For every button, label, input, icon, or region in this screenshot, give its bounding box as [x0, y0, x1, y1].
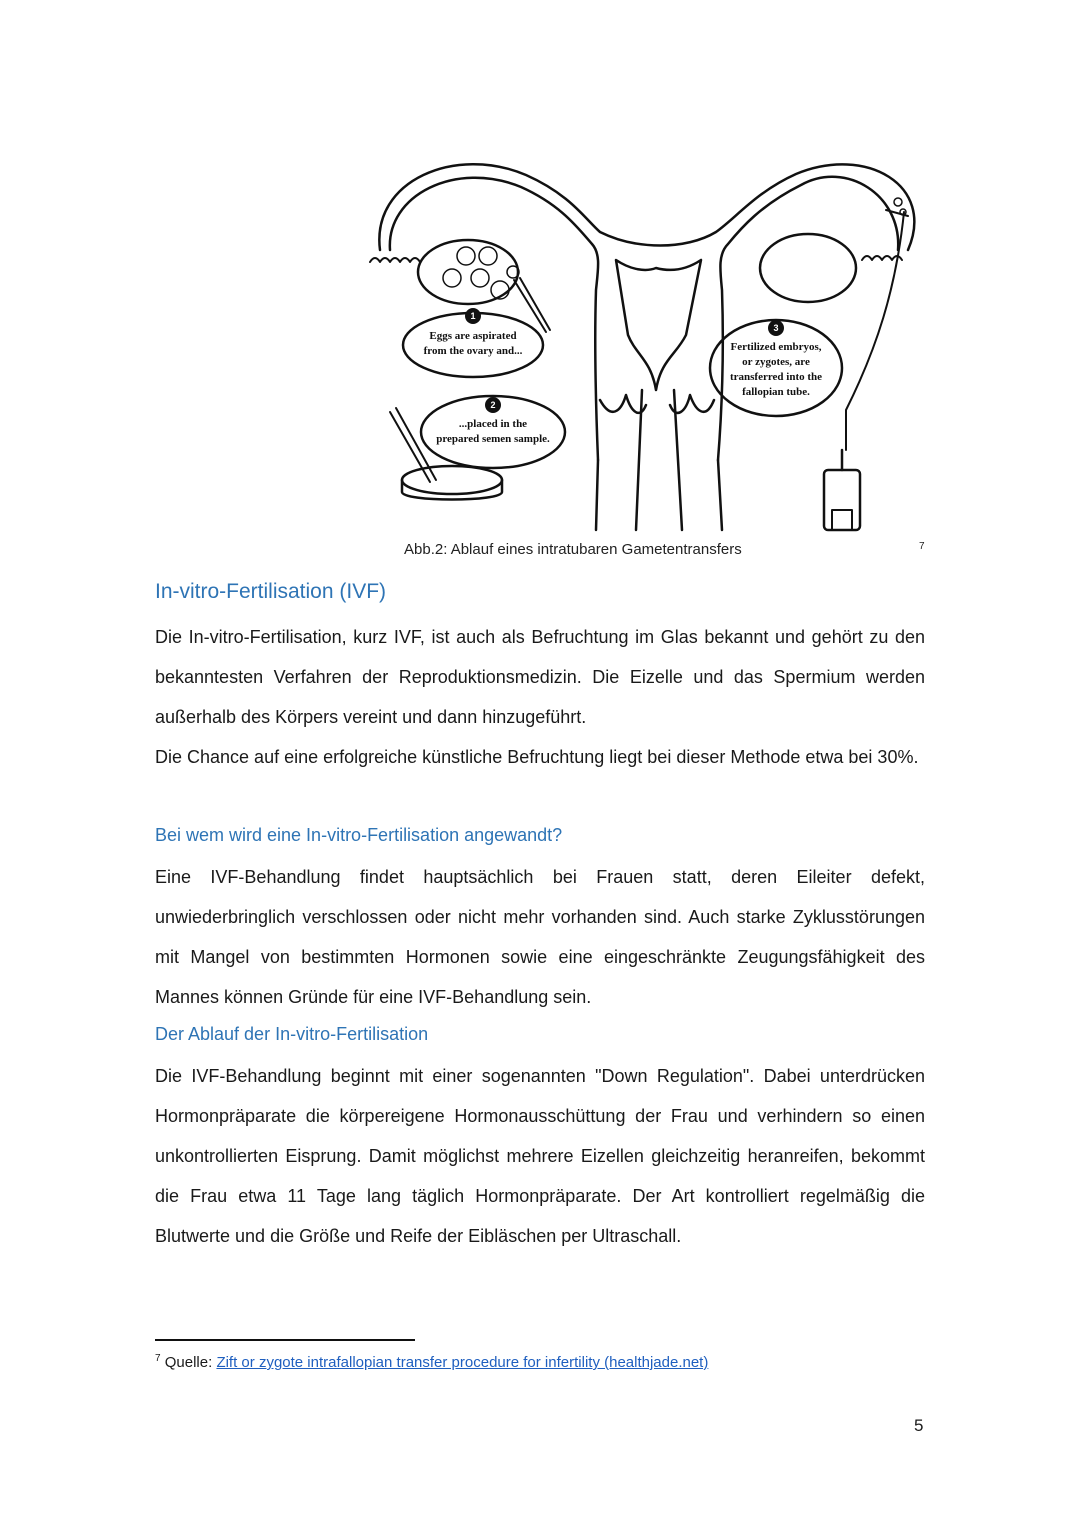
step3-label-line4: fallopian tube.: [742, 386, 810, 398]
ovary-right: [760, 234, 856, 302]
step3-label-line2: or zygotes, are: [742, 356, 810, 368]
subheading-who: Bei wem wird eine In-vitro-Fertilisation angewandt?: [155, 825, 563, 845]
step1-label-line1: Eggs are aspirated: [429, 330, 517, 342]
svg-text:1: 1: [470, 311, 476, 321]
subheading-procedure: Der Ablauf der In-vitro-Fertilisation: [155, 1024, 429, 1044]
paragraph-indications: Eine IVF-Behandlung findet hauptsächlich bei Frauen statt, deren Eileiter defekt, unwiederbringlich verschlossen oder nicht mehr vorhanden sind. Auch starke Zyklusstörungen mit Mangel von bestimmten Hormonen sowie eine eingeschränkte Zeugungsfähigkeit des Mannes können Gründe für eine IVF-Behandlung sein.: [155, 867, 925, 1007]
section-title: In-vitro-Fertilisation (IVF): [155, 580, 387, 603]
step1-label-line2: from the ovary and...: [423, 345, 523, 357]
fimbriae-right: [862, 256, 902, 260]
step3-label-line3: transferred into the: [729, 371, 823, 383]
footnote-number: 7: [155, 1353, 161, 1364]
paragraph-procedure: Die IVF-Behandlung beginnt mit einer sogenannten "Down Regulation". Dabei unterdrücken Hormonpräparate die körpereigene Hormonausschüttung der Frau und verhindern so einen unkontrollierten Eisprung. Damit möglichst mehrere Eizellen gleichzeitig heranreifen, bekommt die Frau etwa 11 Tage lang täglich Hormonpräparate. Der Art kontrolliert regelmäßig die Blutwerte und die Größe und Reife der Eibläschen per Ultraschall.: [155, 1066, 925, 1246]
paragraph-ivf-intro: Die In-vitro-Fertilisation, kurz IVF, ist auch als Befruchtung im Glas bekannt und gehört zu den bekanntesten Verfahren der Reproduktionsmedizin. Die Eizelle und das Spermium werden außerhalb des Körpers vereint und dann hinzugeführt.: [155, 627, 925, 727]
footnote: [155, 1353, 708, 1371]
step3-label-line1: Fertilized embryos,: [730, 341, 822, 353]
svg-text:2: 2: [490, 400, 496, 410]
syringe: [824, 470, 860, 530]
petri-dish: [402, 466, 502, 494]
caption-footnote-ref: 7: [919, 541, 925, 552]
uterine-cavity: [616, 260, 701, 390]
step2-label-line2: prepared semen sample.: [436, 433, 550, 445]
footnote-divider: [155, 1339, 415, 1341]
svg-text:3: 3: [773, 323, 779, 333]
ovary-left: [418, 240, 518, 304]
ivf-diagram: [356, 150, 924, 535]
figure-caption: Abb.2: Ablauf eines intratubaren Gametentransfers: [404, 541, 742, 558]
footnote-source-link[interactable]: Zift or zygote intrafallopian transfer procedure for infertility (healthjade.net): [216, 1354, 709, 1371]
paragraph-success-rate: Die Chance auf eine erfolgreiche künstliche Befruchtung liegt bei dieser Methode etwa bei 30%.: [155, 747, 919, 767]
footnote-label: Quelle:: [164, 1354, 213, 1371]
step2-label-line1: ...placed in the: [458, 418, 528, 430]
fimbriae-left: [370, 258, 420, 262]
page-number: 5: [914, 1416, 924, 1435]
